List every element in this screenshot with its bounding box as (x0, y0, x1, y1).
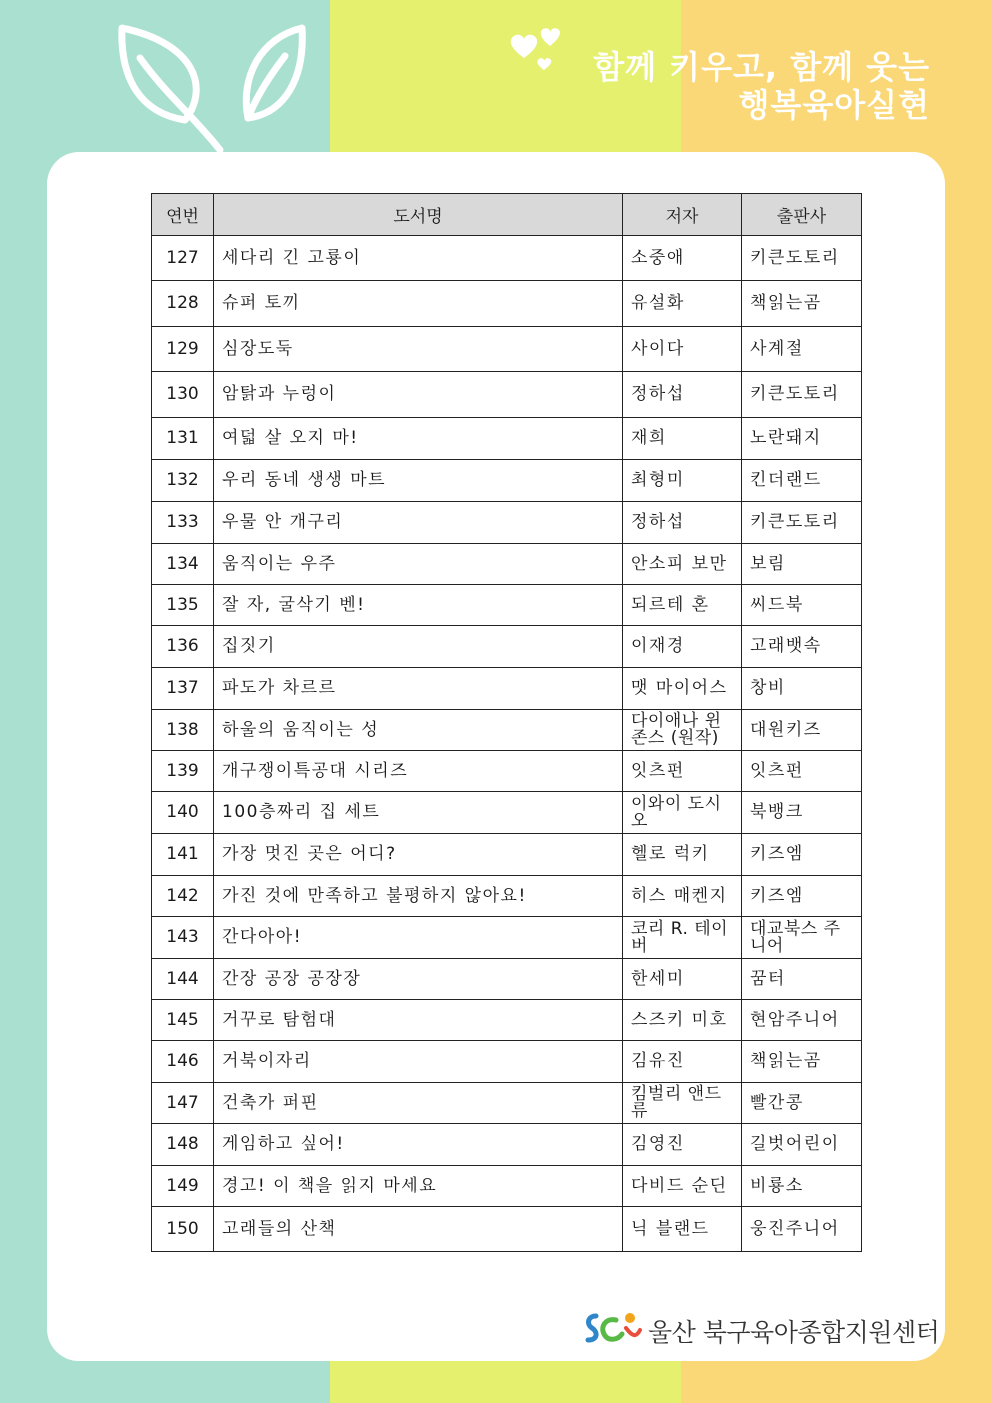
cell-author: 킴벌리 앤드류 (623, 1083, 742, 1124)
table-row (152, 959, 862, 1000)
cell-title: 움직이는 우주 (214, 544, 623, 585)
cell-title: 거북이자리 (214, 1041, 623, 1083)
cell-author: 한세미 (623, 959, 742, 1000)
column-header-author: 저자 (623, 194, 742, 236)
cell-number: 143 (152, 917, 214, 959)
slogan-line-1: 함께 키우고, 함께 웃는 (593, 48, 930, 86)
table-row (152, 418, 862, 460)
cell-publisher: 길벗어린이 (742, 1124, 862, 1166)
cell-author: 이와이 도시오 (623, 792, 742, 834)
table-row (152, 668, 862, 710)
cell-author: 김유진 (623, 1041, 742, 1083)
cell-author: 잇츠펀 (623, 751, 742, 792)
cell-number: 135 (152, 585, 214, 626)
cell-publisher: 고래뱃속 (742, 626, 862, 668)
table-row (152, 917, 862, 959)
cell-title: 건축가 퍼핀 (214, 1083, 623, 1124)
cell-author: 김영진 (623, 1124, 742, 1166)
cell-publisher: 보림 (742, 544, 862, 585)
cell-number: 133 (152, 502, 214, 544)
cell-author: 히스 매켄지 (623, 876, 742, 917)
cell-author: 정하섭 (623, 502, 742, 544)
cell-author: 최형미 (623, 460, 742, 502)
table-row (152, 502, 862, 544)
table-row (152, 792, 862, 834)
slogan (593, 48, 930, 124)
organization-name: 울산 북구육아종합지원센터 (648, 1318, 940, 1347)
cell-number: 130 (152, 372, 214, 418)
cell-number: 139 (152, 751, 214, 792)
cell-author: 유설화 (623, 281, 742, 327)
cell-author: 다비드 순딘 (623, 1166, 742, 1207)
table-row (152, 1207, 862, 1252)
table-row (152, 751, 862, 792)
cell-number: 140 (152, 792, 214, 834)
cell-title: 잘 자, 굴삭기 벤! (214, 585, 623, 626)
footer-logo (582, 1308, 940, 1348)
column-header-publisher: 출판사 (742, 194, 862, 236)
cell-publisher: 키큰도토리 (742, 502, 862, 544)
cell-title: 경고! 이 책을 읽지 마세요 (214, 1166, 623, 1207)
table-row (152, 876, 862, 917)
cell-publisher: 킨더랜드 (742, 460, 862, 502)
table-row (152, 1166, 862, 1207)
cell-author: 이재경 (623, 626, 742, 668)
cell-title: 우리 동네 생생 마트 (214, 460, 623, 502)
cell-title: 심장도둑 (214, 327, 623, 372)
table-row (152, 585, 862, 626)
cell-title: 가진 것에 만족하고 불평하지 않아요! (214, 876, 623, 917)
cell-publisher: 빨간콩 (742, 1083, 862, 1124)
table-row (152, 236, 862, 281)
table-row (152, 834, 862, 876)
cell-title: 파도가 차르르 (214, 668, 623, 710)
cell-author: 안소피 보만 (623, 544, 742, 585)
table-row (152, 1041, 862, 1083)
table-row (152, 710, 862, 751)
cell-author: 코리 R. 테이버 (623, 917, 742, 959)
cell-title: 간다아아! (214, 917, 623, 959)
cell-title: 게임하고 싶어! (214, 1124, 623, 1166)
cell-number: 141 (152, 834, 214, 876)
cell-publisher: 키즈엠 (742, 834, 862, 876)
table-row (152, 544, 862, 585)
slogan-line-2: 행복육아실현 (738, 86, 930, 124)
column-header-title: 도서명 (214, 194, 623, 236)
cell-publisher: 비룡소 (742, 1166, 862, 1207)
cell-title: 하울의 움직이는 성 (214, 710, 623, 751)
cell-publisher: 사계절 (742, 327, 862, 372)
cell-number: 150 (152, 1207, 214, 1252)
table-row (152, 460, 862, 502)
cell-title: 100층짜리 집 세트 (214, 792, 623, 834)
cell-title: 거꾸로 탐험대 (214, 1000, 623, 1041)
table-header-row (152, 194, 862, 236)
cell-number: 131 (152, 418, 214, 460)
cell-number: 127 (152, 236, 214, 281)
cell-title: 가장 멋진 곳은 어디? (214, 834, 623, 876)
cell-title: 고래들의 산책 (214, 1207, 623, 1252)
cell-number: 137 (152, 668, 214, 710)
cell-title: 개구쟁이특공대 시리즈 (214, 751, 623, 792)
cell-publisher: 대교북스 주니어 (742, 917, 862, 959)
cell-author: 정하섭 (623, 372, 742, 418)
cell-author: 되르테 혼 (623, 585, 742, 626)
cell-number: 129 (152, 327, 214, 372)
cell-publisher: 키큰도토리 (742, 372, 862, 418)
cell-number: 146 (152, 1041, 214, 1083)
cell-number: 134 (152, 544, 214, 585)
cell-title: 세다리 긴 고룡이 (214, 236, 623, 281)
cell-publisher: 잇츠펀 (742, 751, 862, 792)
table-row (152, 1083, 862, 1124)
cell-publisher: 씨드북 (742, 585, 862, 626)
table-row (152, 1000, 862, 1041)
cell-author: 닉 블랜드 (623, 1207, 742, 1252)
table-row (152, 1124, 862, 1166)
cell-publisher: 노란돼지 (742, 418, 862, 460)
cell-publisher: 대원키즈 (742, 710, 862, 751)
cell-publisher: 책읽는곰 (742, 1041, 862, 1083)
cell-number: 136 (152, 626, 214, 668)
cell-author: 스즈키 미호 (623, 1000, 742, 1041)
table-row (152, 372, 862, 418)
cell-number: 147 (152, 1083, 214, 1124)
column-header-number: 연번 (152, 194, 214, 236)
cell-author: 다이애나 윈 존스 (원작) (623, 710, 742, 751)
cell-number: 132 (152, 460, 214, 502)
cell-title: 간장 공장 공장장 (214, 959, 623, 1000)
cell-author: 재희 (623, 418, 742, 460)
cell-number: 145 (152, 1000, 214, 1041)
cell-publisher: 꿈터 (742, 959, 862, 1000)
cell-title: 여덟 살 오지 마! (214, 418, 623, 460)
cell-number: 148 (152, 1124, 214, 1166)
table-row (152, 327, 862, 372)
table-row (152, 626, 862, 668)
cell-title: 우물 안 개구리 (214, 502, 623, 544)
cell-title: 집짓기 (214, 626, 623, 668)
cell-publisher: 키즈엠 (742, 876, 862, 917)
cell-number: 149 (152, 1166, 214, 1207)
heart-icon (506, 24, 570, 74)
table-row (152, 281, 862, 327)
cell-author: 사이다 (623, 327, 742, 372)
cell-author: 소중애 (623, 236, 742, 281)
cell-publisher: 창비 (742, 668, 862, 710)
cell-number: 138 (152, 710, 214, 751)
cell-author: 맷 마이어스 (623, 668, 742, 710)
cell-publisher: 북뱅크 (742, 792, 862, 834)
cell-number: 128 (152, 281, 214, 327)
cell-title: 암탉과 누렁이 (214, 372, 623, 418)
cell-publisher: 웅진주니어 (742, 1207, 862, 1252)
organization-logo-icon (582, 1308, 644, 1348)
table-body (152, 236, 862, 1252)
cell-author: 헬로 럭키 (623, 834, 742, 876)
cell-number: 144 (152, 959, 214, 1000)
cell-title: 슈퍼 토끼 (214, 281, 623, 327)
cell-publisher: 키큰도토리 (742, 236, 862, 281)
cell-publisher: 현암주니어 (742, 1000, 862, 1041)
cell-number: 142 (152, 876, 214, 917)
leaf-icon (110, 18, 320, 158)
book-list-table (151, 193, 862, 1252)
cell-publisher: 책읽는곰 (742, 281, 862, 327)
